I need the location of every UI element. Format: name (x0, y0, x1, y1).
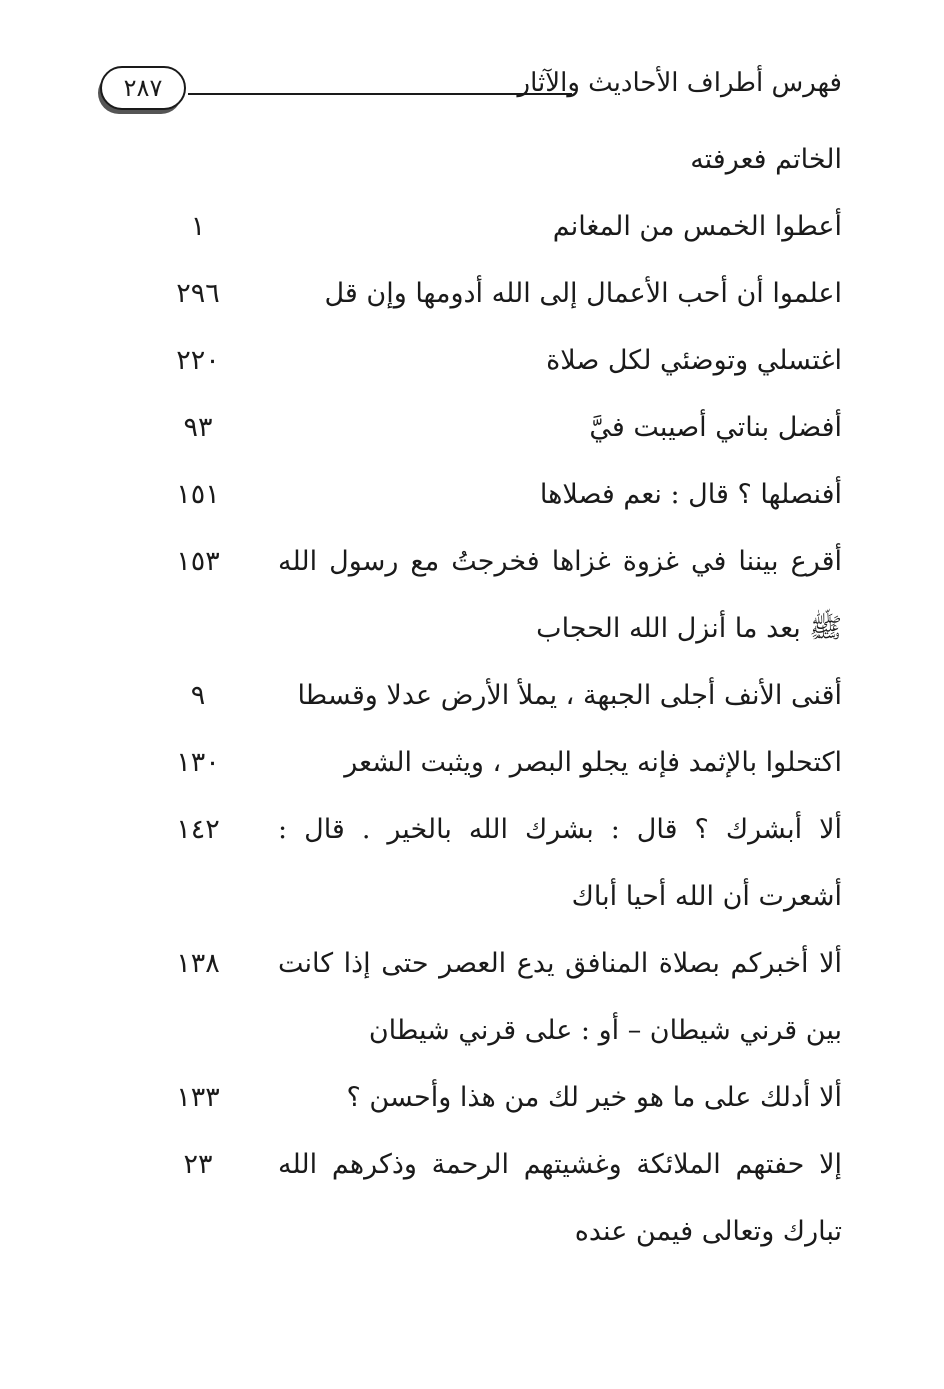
entry-page-number: ٢٣ (183, 1149, 213, 1180)
entry-text: إلا حفتهم الملائكة وغشيتهم الرحمة وذكرهم الله تبارك وتعالى فيمن عنده (278, 1149, 842, 1247)
entry-page-number: ٩٣ (183, 412, 213, 443)
entry-page-number: ١٥٣ (176, 546, 220, 577)
entry-text: أقرع بيننا في غزوة غزاها فخرجتُ مع رسول الله ﷺ بعد ما أنزل الله الحجاب (278, 546, 842, 644)
index-entry (150, 126, 842, 193)
entry-page-number: ٩ (190, 680, 206, 711)
entry-text: الخاتم فعرفته (690, 144, 842, 175)
page-number-badge: ٢٨٧ (100, 66, 186, 110)
page-header (100, 66, 842, 112)
entry-page-number: ٢٢٠ (176, 345, 220, 376)
hadith-index-list (150, 126, 842, 1265)
index-entry (150, 327, 842, 394)
index-entry (150, 193, 842, 260)
entry-text: أعطوا الخمس من المغانم (552, 211, 842, 242)
index-entry (150, 528, 842, 662)
entry-page-number: ١٣٣ (176, 1082, 220, 1113)
entry-page-number: ١٣٨ (176, 948, 220, 979)
entry-text: اعلموا أن أحب الأعمال إلى الله أدومها وإن قل (324, 278, 842, 309)
running-title: فهرس أطراف الأحاديث والآثار (517, 68, 842, 98)
entry-page-number: ١٥١ (176, 479, 220, 510)
entry-text: أقنى الأنف أجلى الجبهة ، يملأ الأرض عدلا وقسطا (297, 680, 842, 711)
entry-text: ألا أدلك على ما هو خير لك من هذا وأحسن ؟ (346, 1082, 842, 1113)
index-entry (150, 662, 842, 729)
index-entry (150, 461, 842, 528)
entry-text: ألا أبشرك ؟ قال : بشرك الله بالخير . قال : أشعرت أن الله أحيا أباك (278, 814, 842, 912)
index-entry (150, 260, 842, 327)
entry-page-number: ٢٩٦ (176, 278, 220, 309)
index-entry (150, 1131, 842, 1265)
entry-text: ألا أخبركم بصلاة المنافق يدع العصر حتى إذا كانت بين قرني شيطان – أو : على قرني شيطان (278, 948, 842, 1046)
entry-text: أفنصلها ؟ قال : نعم فصلاها (539, 479, 842, 510)
entry-text: اغتسلي وتوضئي لكل صلاة (546, 345, 842, 376)
index-entry (150, 796, 842, 930)
entry-text: اكتحلوا بالإثمد فإنه يجلو البصر ، ويثبت الشعر (344, 747, 842, 778)
index-entry (150, 729, 842, 796)
index-entry (150, 394, 842, 461)
header-rule (188, 93, 572, 95)
index-entry (150, 1064, 842, 1131)
entry-page-number: ١ (190, 211, 206, 242)
entry-page-number: ١٤٢ (176, 814, 220, 845)
entry-page-number: ١٣٠ (176, 747, 220, 778)
index-entry (150, 930, 842, 1064)
entry-text: أفضل بناتي أصيبت فيَّ (589, 412, 842, 443)
